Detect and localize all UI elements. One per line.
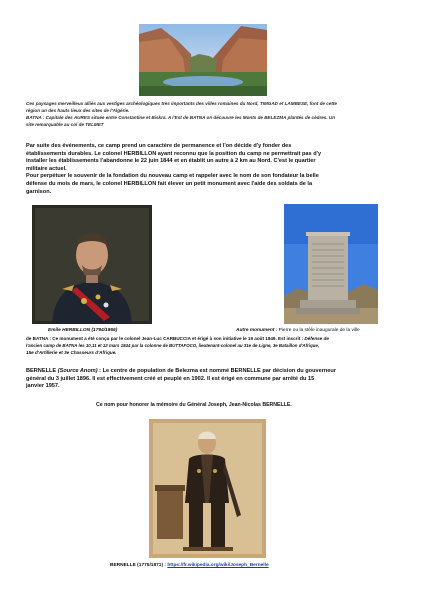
paragraph-line: militaire actuel. <box>26 165 67 172</box>
bernelle-photo <box>149 419 266 558</box>
monument-date: 19 août 1849 <box>247 336 276 341</box>
paragraph-line: Par suite des événements, ce camp prend un caractère de permanence et l'on décide d'y fonder des <box>26 143 292 149</box>
paragraph-line: général du 3 juillet 1896. Il est effectivement créé et peuplé en 1902. Il est érigé en commune par arrêté du 15 <box>26 375 315 382</box>
paragraph-line: installer les établissements l'abandonne le 22 juin 1844 et en établit un autre à 2 km au Nord. C'est le quartier <box>26 158 316 165</box>
caption-line: région un des hauts lieux des sites de l'Algérie. <box>26 108 130 113</box>
portrait-caption: Emile HERBILLON (1794/1866) <box>48 328 118 333</box>
monument-label: Autre monument : <box>236 328 278 333</box>
honor-line: Ce nom pour honorer la mémoire du Général Joseph, Jean-Nicolas BERNELLE. <box>96 402 292 408</box>
caption-line: Ces paysages merveilleux alliés aux vestiges archéologiques très importants des villes romaines du Nord, TIMGAD et LAMBESE, font de cette <box>26 101 337 106</box>
wikipedia-link[interactable]: https://fr.wikipedia.org/wiki/Joseph_Bernelle <box>167 563 269 568</box>
monument-caption-text: l'ancien camp de BATNA les 10,11 et 12 mars 1844 par la colonne de BUTTAFOCO, lieutenant-colonel au 31e de Ligne, 3e Bataillon d'Afrique, <box>26 343 320 348</box>
caption-line: BATNA : Capitale des AURES située entre Constantine et Biskra. A l'Est de BATNA on découvre les Monts de BELEZMA plantés de cèdres. Un <box>26 115 336 120</box>
monument-caption-text: Défense de <box>304 336 329 341</box>
paragraph-line: défense du mois de mars, le colonel HERBILLON fait élever un petit monument avec l'aide des soldats de la <box>26 180 313 187</box>
caption-line: site remarquable au col de TELMET <box>26 122 104 127</box>
monument-caption-text: de BATNA : Ce monument a été conçu par le colonel Jean-Luc CARBUCCIA et érigé à son initiative le <box>26 336 247 341</box>
bernelle-caption: BERNELLE (1775/1871) : <box>110 563 168 568</box>
herbillon-portrait <box>32 205 152 324</box>
monument-caption-text: Pierre ou la stèle inaugurale de la ville <box>278 328 360 333</box>
landscape-photo <box>139 24 267 96</box>
paragraph-line: Pour perpétuer le souvenir de la fondation du nouveau camp et rappeler avec le nom de son fondateur la belle <box>26 173 319 180</box>
paragraph-line: : Le centre de population de Belezma est nommé BERNELLE par décision du gouverneur <box>97 368 337 374</box>
paragraph-line: garnison. <box>26 188 52 195</box>
monument-photo <box>284 204 378 324</box>
paragraph-line: établissements durables. Le colonel HERBILLON ayant reconnu que la position du camp ne permettrait pas d'y <box>26 150 322 157</box>
paragraph-line: janvier 1957. <box>26 383 60 390</box>
monument-caption-text: 15e d'Artillerie et 3e Chasseurs d'Afrique. <box>26 350 117 355</box>
bernelle-lead: BERNELLE <box>26 368 57 374</box>
monument-caption-text: . Est inscrit : <box>275 336 304 341</box>
source-note: (Source Anom) <box>57 368 98 374</box>
